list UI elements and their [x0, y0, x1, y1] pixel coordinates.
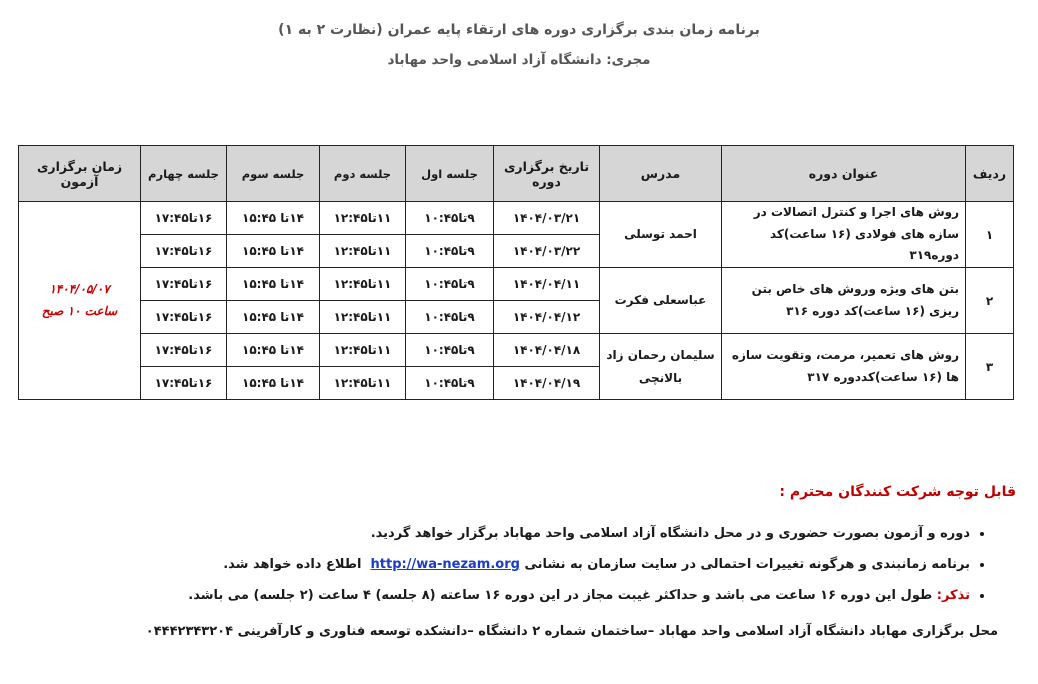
- header-teacher: مدرس: [600, 146, 722, 202]
- session-date: ۱۴۰۴/۰۴/۱۸: [494, 334, 600, 367]
- exam-date: ۱۴۰۴/۰۵/۰۷: [49, 281, 110, 296]
- session-4-time: ۱۶تا۱۷:۴۵: [141, 235, 227, 268]
- header-session-3: جلسه سوم: [227, 146, 320, 202]
- course-title: بتن های ویژه وروش های خاص بتن ریزی (۱۶ ساعت)کد دوره ۳۱۶: [722, 268, 966, 334]
- session-3-time: ۱۴تا ۱۵:۴۵: [227, 334, 320, 367]
- attention-heading: قابل توجه شرکت کنندگان محترم :: [779, 484, 1016, 500]
- session-date: ۱۴۰۴/۰۴/۱۹: [494, 367, 600, 400]
- header-session-1: جلسه اول: [406, 146, 494, 202]
- session-date: ۱۴۰۴/۰۴/۱۱: [494, 268, 600, 301]
- session-1-time: ۹تا۱۰:۴۵: [406, 301, 494, 334]
- venue-info: محل برگزاری مهاباد دانشگاه آزاد اسلامی واحد مهاباد –ساختمان شماره ۲ دانشگاه –دانشکده توسعه فناوری و کارآفرینی ۰۴۴۴۲۳۴۳۲۰۴: [145, 624, 998, 639]
- teacher-name: سلیمان رحمان زاد بالانچی: [600, 334, 722, 400]
- session-1-time: ۹تا۱۰:۴۵: [406, 268, 494, 301]
- session-4-time: ۱۶تا۱۷:۴۵: [141, 202, 227, 235]
- session-date: ۱۴۰۴/۰۴/۱۲: [494, 301, 600, 334]
- session-2-time: ۱۱تا۱۲:۴۵: [320, 202, 406, 235]
- note-text: طول این دوره ۱۶ ساعت می باشد و حداکثر غیبت مجاز در این دوره ۱۶ ساعته (۸ جلسه) ۴ ساعت (۲ جلسه) می باشد.: [188, 588, 933, 603]
- header-session-4: جلسه چهارم: [141, 146, 227, 202]
- session-2-time: ۱۱تا۱۲:۴۵: [320, 235, 406, 268]
- list-item: [70, 549, 970, 580]
- header-exam-time: زمان برگزاری آزمون: [19, 146, 141, 202]
- website-link[interactable]: http://wa-nezam.org: [370, 557, 520, 572]
- table-row: [19, 334, 1014, 367]
- page-subtitle: مجری: دانشگاه آزاد اسلامی واحد مهاباد: [387, 52, 651, 68]
- session-1-time: ۹تا۱۰:۴۵: [406, 235, 494, 268]
- header-session-2: جلسه دوم: [320, 146, 406, 202]
- schedule-table: [18, 145, 1014, 400]
- session-1-time: ۹تا۱۰:۴۵: [406, 202, 494, 235]
- table-row: [19, 268, 1014, 301]
- session-2-time: ۱۱تا۱۲:۴۵: [320, 301, 406, 334]
- session-3-time: ۱۴تا ۱۵:۴۵: [227, 268, 320, 301]
- session-1-time: ۹تا۱۰:۴۵: [406, 334, 494, 367]
- note-text: اطلاع داده خواهد شد.: [223, 557, 362, 572]
- note-text: دوره و آزمون بصورت حضوری و در محل دانشگاه آزاد اسلامی واحد مهاباد برگزار خواهد گردید.: [370, 526, 970, 541]
- session-4-time: ۱۶تا۱۷:۴۵: [141, 268, 227, 301]
- exam-time: ساعت ۱۰ صبح: [41, 303, 118, 318]
- session-4-time: ۱۶تا۱۷:۴۵: [141, 367, 227, 400]
- table-header-row: [19, 146, 1014, 202]
- teacher-name: احمد توسلی: [600, 202, 722, 268]
- page-title: برنامه زمان بندی برگزاری دوره های ارتقاء پایه عمران (نظارت ۲ به ۱): [278, 22, 760, 38]
- session-1-time: ۹تا۱۰:۴۵: [406, 367, 494, 400]
- table-row: [19, 202, 1014, 235]
- session-3-time: ۱۴تا ۱۵:۴۵: [227, 367, 320, 400]
- header-row-number: ردیف: [966, 146, 1014, 202]
- exam-cell: [19, 202, 141, 400]
- session-date: ۱۴۰۴/۰۳/۲۱: [494, 202, 600, 235]
- course-title: روش های تعمیر، مرمت، وتقویت سازه ها (۱۶ ساعت)کددوره ۳۱۷: [722, 334, 966, 400]
- header-course-title: عنوان دوره: [722, 146, 966, 202]
- teacher-name: عباسعلی فکرت: [600, 268, 722, 334]
- notes-list: [70, 518, 990, 611]
- session-2-time: ۱۱تا۱۲:۴۵: [320, 268, 406, 301]
- list-item: [70, 518, 970, 549]
- session-3-time: ۱۴تا ۱۵:۴۵: [227, 235, 320, 268]
- row-number: ۲: [966, 268, 1014, 334]
- session-3-time: ۱۴تا ۱۵:۴۵: [227, 202, 320, 235]
- session-4-time: ۱۶تا۱۷:۴۵: [141, 334, 227, 367]
- row-number: ۳: [966, 334, 1014, 400]
- list-item: [70, 580, 970, 611]
- session-date: ۱۴۰۴/۰۳/۲۲: [494, 235, 600, 268]
- session-3-time: ۱۴تا ۱۵:۴۵: [227, 301, 320, 334]
- row-number: ۱: [966, 202, 1014, 268]
- reminder-label: تذکر:: [936, 588, 970, 603]
- header-date: تاریخ برگزاری دوره: [494, 146, 600, 202]
- session-2-time: ۱۱تا۱۲:۴۵: [320, 367, 406, 400]
- session-4-time: ۱۶تا۱۷:۴۵: [141, 301, 227, 334]
- course-title: روش های اجرا و کنترل اتصالات در سازه های فولادی (۱۶ ساعت)کد دوره۳۱۹: [722, 202, 966, 268]
- session-2-time: ۱۱تا۱۲:۴۵: [320, 334, 406, 367]
- note-text: برنامه زمانبندی و هرگونه تغییرات احتمالی در سایت سازمان به نشانی: [524, 557, 970, 572]
